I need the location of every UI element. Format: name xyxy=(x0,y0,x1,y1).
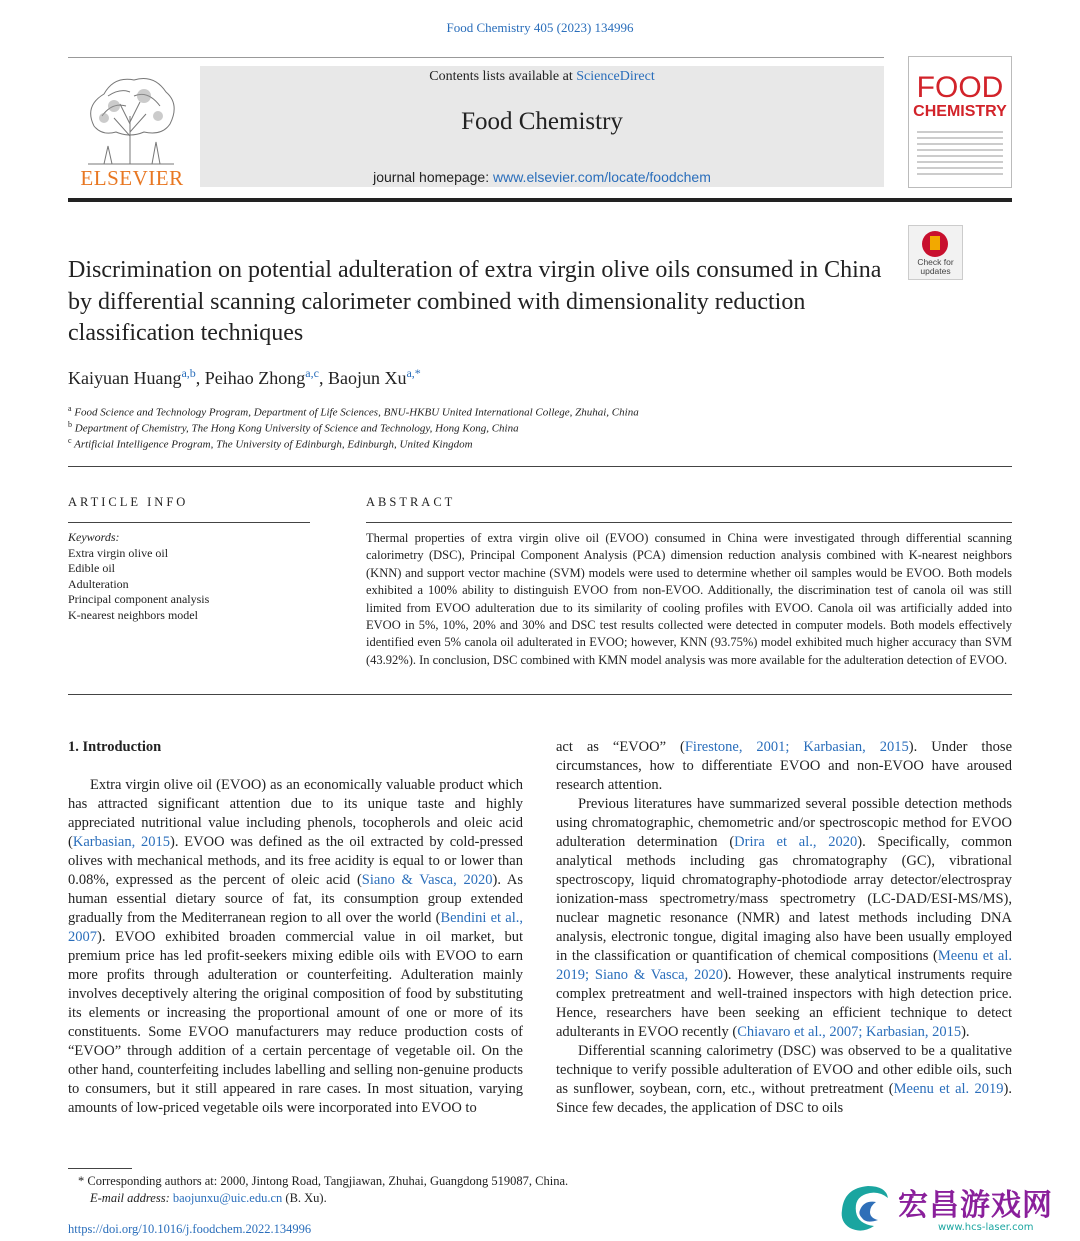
author-name[interactable]: Baojun Xu xyxy=(327,368,407,388)
paragraph xyxy=(556,795,1012,1042)
citation-link[interactable]: Karbasian, 2015 xyxy=(72,834,171,850)
watermark-title: 宏昌游戏网 xyxy=(898,1188,1053,1223)
sciencedirect-link[interactable]: ScienceDirect xyxy=(576,69,655,84)
paragraph xyxy=(556,738,1012,795)
footnote-rule xyxy=(68,1168,132,1169)
abstract-text: Thermal properties of extra virgin olive oil (EVOO) consumed in China were investigated through differential scanning calorimetry (DSC), Principal Component Analysis (PCA) dimension reduction analysis combined with K-nearest neighbors (KNN) and support vector machine (SVM) models were used to determine whether oil samples would be EVOO. Both models exhibited a 100% ability to distinguish EVOO from non-EVOO. Additionally, the discrimination test of canola oil was still limited from EVOO adulteration due to its similarity of cooling profiles with EVOO. Canola oil was artificially added into EVOO in 5%, 10%, 20% and 30% and DSC test results collected were detected in computer models. Both models effectively identified even 5% canola oil adulterated in EVOO; however, KNN (93.75%) model exhibited much higher accuracy than SVM (43.92%). In conclusion, DSC combined with KMN model analysis was more available for the adulteration detection of EVOO. xyxy=(366,531,1012,667)
check-for-updates-button[interactable] xyxy=(908,225,963,280)
citation-link[interactable]: Firestone, 2001; Karbasian, 2015 xyxy=(684,739,909,755)
text-run: ). EVOO was defined as the oil extracted by cold-pressed olives with mechanical methods, and its free acidity is equal to or lower than 0.08%, expressed as the percent of oleic acid ( xyxy=(68,834,523,888)
affiliation xyxy=(68,420,519,435)
keyword: Extra virgin olive oil xyxy=(68,545,169,560)
doi-link[interactable]: https://doi.org/10.1016/j.foodchem.2022.134996 xyxy=(68,1222,312,1236)
text-run: ). Under those circumstances, how to differentiate EVOO and non-EVOO have aroused research attention. xyxy=(556,739,1013,793)
affiliation xyxy=(68,436,473,451)
keyword: Principal component analysis xyxy=(68,592,210,607)
watermark-logo-icon xyxy=(834,1180,892,1236)
text-run: ). Specifically, common analytical methods including gas chromatography (GC), vibrational spectroscopy, liquid chromatography-photodiode array detector/electrospray ionization-mass spectrometry/mass spectrometry (LC-DAD/ESI-MS/MS), nuclear magnetic resonance (NMR) and latest methods including DNA analysis, electronic tongue, digital imaging also have been usually employed in the classification or quantification of chemical compositions ( xyxy=(556,834,1012,964)
affiliation-text: Artificial Intelligence Program, The University of Edinburgh, Edinburgh, United Kingdom xyxy=(74,438,473,451)
citation-link[interactable]: Meenu et al. 2019 xyxy=(893,1081,1004,1097)
article-info-rule xyxy=(68,522,310,523)
article-title: Discrimination on potential adulteration of extra virgin olive oils consumed in China by differential scanning calorimeter combined with dimensionality reduction classification techniques xyxy=(68,257,882,346)
author-separator: , xyxy=(318,368,328,388)
homepage-line xyxy=(200,169,884,185)
cover-editor-list xyxy=(917,127,1003,179)
affiliation-text: Food Science and Technology Program, Department of Life Sciences, BNU-HKBU United International College, Zhuhai, China xyxy=(74,406,639,419)
paragraph xyxy=(556,1042,1012,1118)
text-run: Extra virgin olive oil (EVOO) as an economically valuable product which has attracted significant attention due to its unique taste and highly appreciated nutritional value including phenols, tocopherols and oleic acid ( xyxy=(68,777,523,850)
keyword: Adulteration xyxy=(68,576,129,591)
email-suffix: (B. Xu). xyxy=(282,1191,327,1205)
citation-link[interactable]: Bendini et al., 2007 xyxy=(68,910,523,945)
keyword: K-nearest neighbors model xyxy=(68,607,198,622)
citation-link[interactable]: Drira et al., 2020 xyxy=(734,834,858,850)
abstract-rule xyxy=(366,522,1012,523)
text-run: Differential scanning calorimetry (DSC) was observed to be a qualitative technique to verify possible adulteration of EVOO and other edible oils, such as sunflower, soybean, corn, etc., without pretreatment ( xyxy=(556,1043,1012,1097)
elsevier-wordmark: ELSEVIER xyxy=(80,166,184,190)
citation-link[interactable]: Siano & Vasca, 2020 xyxy=(361,872,493,888)
journal-reference[interactable]: Food Chemistry 405 (2023) 134996 xyxy=(446,20,634,35)
text-run: act as “EVOO” ( xyxy=(556,739,685,755)
journal-cover[interactable] xyxy=(908,56,1012,188)
keywords-block xyxy=(68,530,308,624)
abstract-bottom-rule xyxy=(68,694,1012,695)
paragraph xyxy=(68,776,523,1118)
author-affil-sup[interactable]: a,* xyxy=(406,366,421,380)
homepage-prefix: journal homepage: xyxy=(373,169,493,185)
affiliation-text: Department of Chemistry, The Hong Kong University of Science and Technology, Hong Kong, China xyxy=(74,422,519,435)
author-affil-sup[interactable]: a,b xyxy=(181,366,196,380)
author-name[interactable]: Kaiyuan Huang xyxy=(68,368,182,388)
elsevier-logo xyxy=(68,66,196,190)
elsevier-tree-icon xyxy=(74,66,186,166)
journal-masthead xyxy=(200,66,884,187)
corresponding-footnote xyxy=(78,1174,568,1189)
author-name[interactable]: Peihao Zhong xyxy=(204,368,306,388)
text-run: Previous literatures have summarized several possible detection methods using chromatographic, chemometric and/or spectroscopic method for EVOO adulteration determination ( xyxy=(556,796,1012,850)
contents-prefix: Contents lists available at xyxy=(429,69,577,84)
cover-food-text: FOOD xyxy=(916,71,1004,104)
affiliation-sup: b xyxy=(68,420,72,429)
article-info-heading: ARTICLE INFO xyxy=(68,495,189,509)
introduction-heading: 1. Introduction xyxy=(68,739,162,755)
author-list xyxy=(68,366,421,389)
crossmark-icon xyxy=(922,231,948,257)
author-affil-sup[interactable]: a,c xyxy=(305,366,319,380)
email-label: E-mail address: xyxy=(90,1191,170,1205)
watermark-url: www.hcs-laser.com xyxy=(938,1222,1034,1233)
affiliation-sup: c xyxy=(68,436,72,445)
citation-link[interactable]: Chiavaro et al., 2007; Karbasian, 2015 xyxy=(737,1024,962,1040)
abstract-heading: ABSTRACT xyxy=(366,495,456,509)
text-run: ). However, these analytical instruments require complex pretreatment and well-trained inspectors with high detection price. Hence, researchers have been seeking an efficient technique to detect adulterants in EVOO recently ( xyxy=(556,967,1013,1040)
author-separator: , xyxy=(195,368,205,388)
masthead-rule xyxy=(68,198,1012,202)
body-left-column xyxy=(68,776,523,1118)
cover-chemistry-text: CHEMISTRY xyxy=(913,103,1007,120)
footnote-star: * xyxy=(78,1174,85,1188)
affiliation-rule xyxy=(68,466,1012,467)
body-right-column xyxy=(556,738,1012,1118)
text-run: ). As human essential dietary source of fat, its consumption group extended gradually from the Mediterranean region to all over the world ( xyxy=(68,872,523,926)
site-watermark xyxy=(830,1178,1080,1240)
keywords-label: Keywords: xyxy=(68,530,120,544)
text-run: ). EVOO exhibited broaden commercial value in oil market, but premium price has led profit-seekers mixing edible oils with EVOO to earn more profits through adulteration or counterfeiting. Adulteration mainly involves deceptively altering the original composition of food by substituting its elements or increasing the proportional amount of one or more of its constituents. Some EVOO manufacturers may reduce production costs of “EVOO” through addition of a certain percentage of vegetable oil. On the other hand, counterfeiting includes labelling and selling non-genuine products to consumers, but it still appeared in rare cases. In most situation, varying amounts of low-priced vegetable oils were incorporated into EVOO to xyxy=(68,929,523,1116)
footnote-text: Corresponding authors at: 2000, Jintong Road, Tangjiawan, Zhuhai, Guangdong 519087, China. xyxy=(84,1174,569,1188)
citation-link[interactable]: Meenu et al. 2019; Siano & Vasca, 2020 xyxy=(556,948,1012,983)
email-link[interactable]: baojunxu@uic.edu.cn xyxy=(172,1191,283,1205)
text-run: ). xyxy=(961,1024,970,1040)
contents-line xyxy=(200,69,884,85)
affiliation-sup: a xyxy=(68,404,72,413)
masthead-top-rule xyxy=(68,57,884,58)
journal-name: Food Chemistry xyxy=(461,108,623,135)
homepage-link[interactable]: www.elsevier.com/locate/foodchem xyxy=(493,169,711,185)
email-footnote xyxy=(90,1191,327,1206)
text-run: ). Since few decades, the application of DSC to oils xyxy=(556,1081,1012,1116)
keyword: Edible oil xyxy=(68,561,115,576)
affiliation xyxy=(68,404,639,419)
check-for-updates-label: Check for updates xyxy=(917,257,954,276)
